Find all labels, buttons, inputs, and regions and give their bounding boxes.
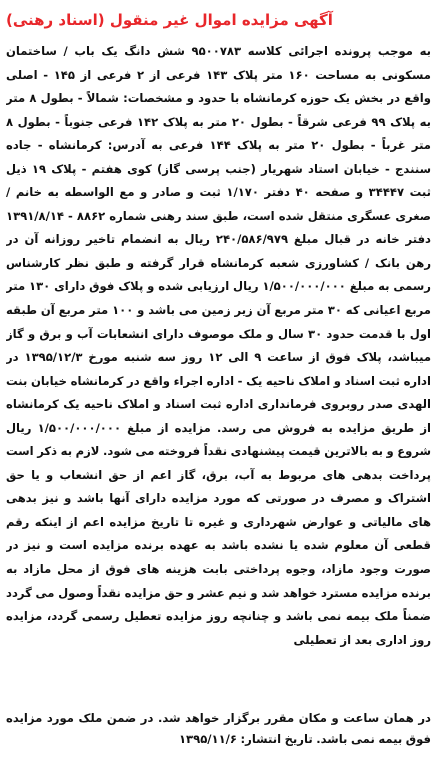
auction-notice: [6, 6, 431, 759]
notice-footer: در همان ساعت و مکان مقرر برگزار خواهد شد. در ضمن ملک مورد مزایده فوق بیمه نمی باشد. تاریخ انتشار: ۱۳۹۵/۱۱/۶: [6, 711, 431, 746]
notice-title: آگهی مزایده اموال غیر منقول (اسناد رهنی): [6, 11, 333, 29]
notice-body: به موجب پرونده اجرائی کلاسه ۹۵۰۰۷۸۳ شش دانگ یک باب / ساختمان مسکونی به مساحت ۱۶۰ متر پلاک ۱۴۳ فرعی از ۲ فرعی از ۱۴۵ - اصلی واقع در بخش یک حوزه کرمانشاه با حدود و مشخصات: شمالاً - بطول ۸ متر به پلاک ۹۹ فرعی شرقاً - بطول ۲۰ متر به پلاک ۱۴۲ فرعی جنوباً - بطول ۸ متر غرباً - بطول ۲۰ متر به پلاک ۱۴۴ فرعی به آدرس: کرمانشاه - جاده سنندج - خیابان استاد شهریار (جنب پرسی گاز) کوی هفتم - پلاک ۱۹ ذیل ثبت ۳۴۴۴۷ و صفحه ۴۰ دفتر ۱/۱۷۰ ثبت و صادر و مع الواسطه به خانم / صغری عسگری منتقل شده است، طبق سند رهنی شماره ۸۸۶۲ - ۱۳۹۱/۸/۱۴ دفتر خانه در قبال مبلغ ۲۴۰/۵۸۶/۹۷۹ ریال به انضمام تاخیر روزانه آن در رهن بانک / کشاورزی شعبه کرمانشاه قرار گرفته و طبق نظر کارشناس رسمی به مبلغ ۱/۵۰۰/۰۰۰/۰۰۰ ریال ارزیابی شده و پلاک فوق دارای ۱۳۰ متر مربع اعیانی که ۳۰ متر مربع آن زیر زمین می باشد و ۱۰۰ متر مربع آن طبقه اول با قدمت حدود ۳۰ سال و ملک موصوف دارای انشعابات آب و برق و گاز میباشد، پلاک فوق از ساعت ۹ الی ۱۲ روز سه شنبه مورخ ۱۳۹۵/۱۲/۳ در اداره ثبت اسناد و املاک ناحیه یک - اداره اجراء واقع در کرمانشاه خیابان بنت الهدی صدر روبروی فرمانداری اداره ثبت اسناد و املاک ناحیه یک کرمانشاه از طریق مزایده به فروش می رسد. مزایده از مبلغ ۱/۵۰۰/۰۰۰/۰۰۰ ریال شروع و به بالاترین قیمت پیشنهادی نقداً فروخته می شود. لازم به ذکر است پرداخت بدهی های مربوط به آب، برق، گاز اعم از حق انشعاب و یا حق اشتراک و مصرف در صورتی که مورد مزایده دارای آنها باشد و نیز بدهی های مالیاتی و عوارض شهرداری و غیره تا تاریخ مزایده اعم از اینکه رقم قطعی آن معلوم شده یا نشده باشد به عهده برنده مزایده است و نیز در صورت وجود مازاد، وجوه پرداختی بابت هزینه های فوق از محل مازاد به برنده مزایده مسترد خواهد شد و نیم عشر و حق مزایده نقداً وصول می گردد ضمناً ملک بیمه نمی باشد و چنانچه روز مزایده تعطیل رسمی گردد، مزایده روز اداری بعد از تعطیلی: [6, 44, 431, 647]
notice-header: [6, 6, 431, 34]
